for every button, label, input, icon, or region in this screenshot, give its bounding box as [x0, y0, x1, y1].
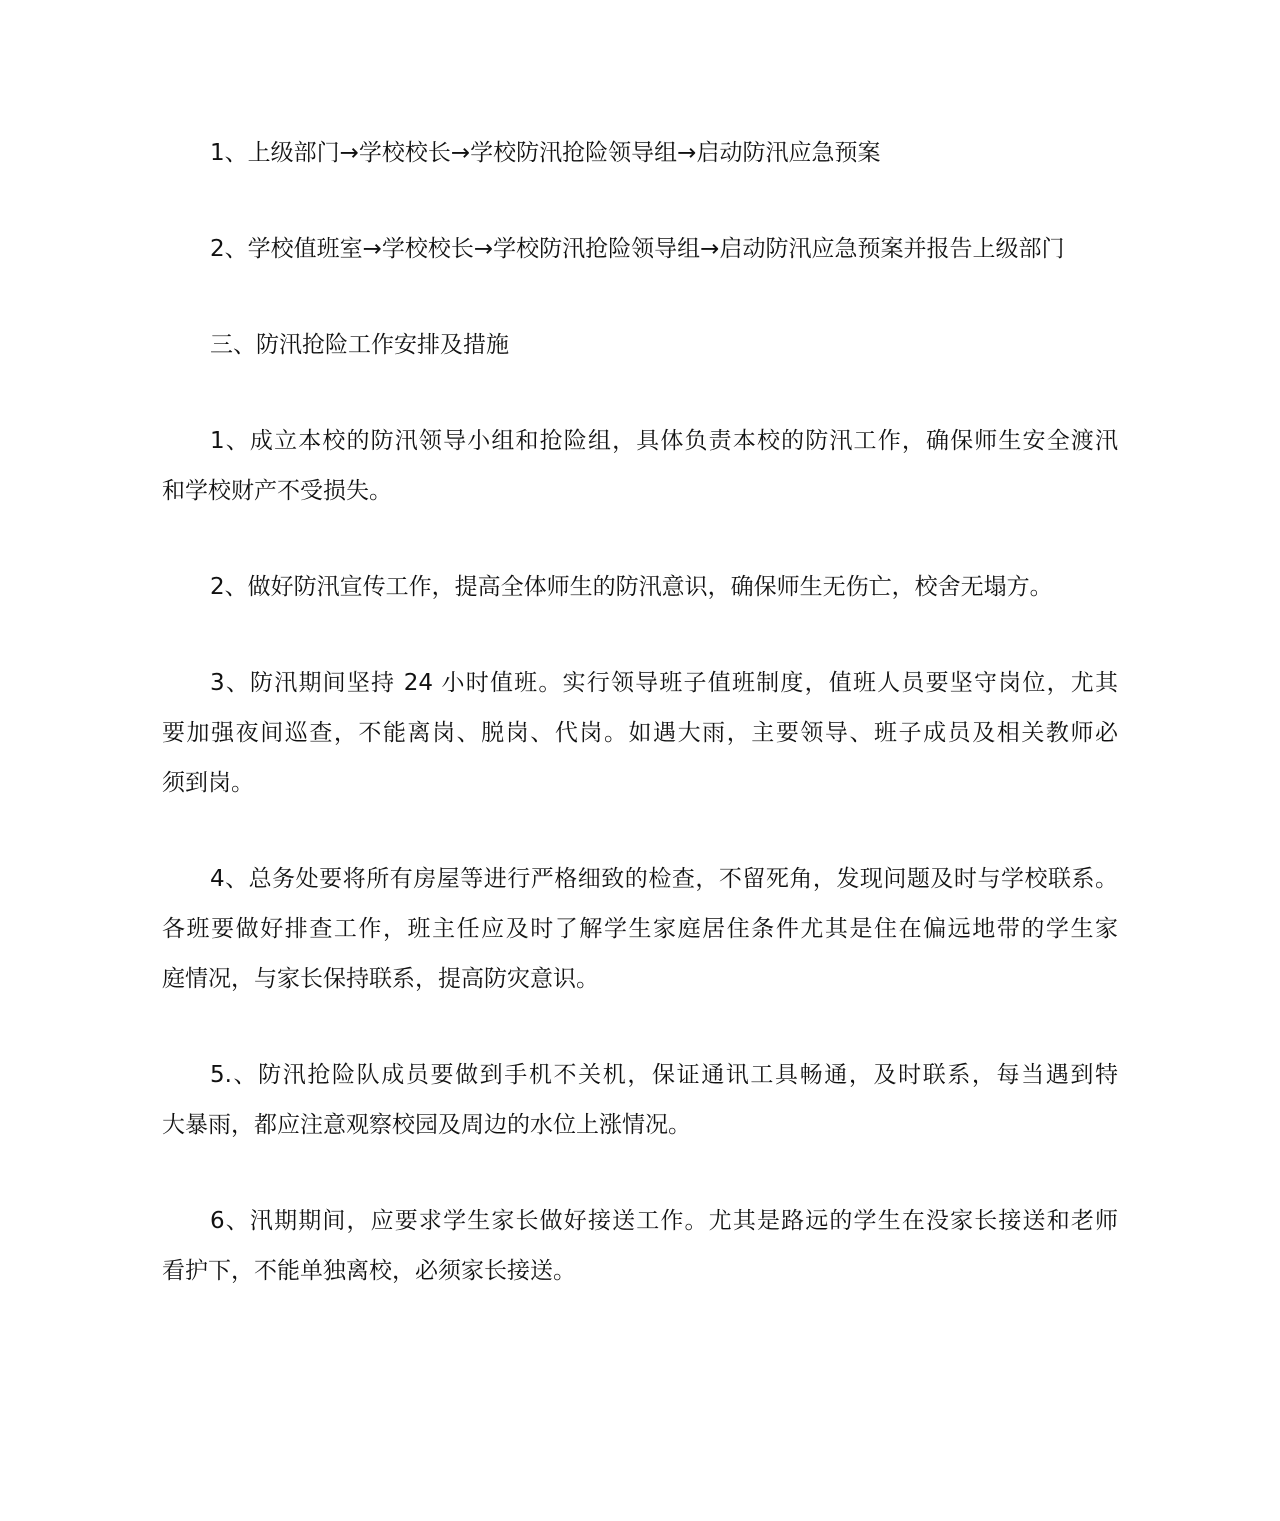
section-heading — [162, 320, 1118, 370]
text-line: 庭情况，与家长保持联系，提高防灾意识。 — [162, 966, 599, 992]
paragraph-measure-1 — [162, 416, 1118, 516]
text-line: 看护下，不能单独离校，必须家长接送。 — [162, 1258, 576, 1284]
text-line: 大暴雨，都应注意观察校园及周边的水位上涨情况。 — [162, 1112, 691, 1138]
text-line: 2、学校值班室→学校校长→学校防汛抢险领导组→启动防汛应急预案并报告上级部门 — [210, 236, 1065, 262]
document-page — [162, 128, 1118, 1342]
text-line: 4、总务处要将所有房屋等进行严格细致的检查，不留死角，发现问题及时与学校联系。 — [210, 866, 1118, 892]
text-line: 2、做好防汛宣传工作，提高全体师生的防汛意识，确保师生无伤亡，校舍无塌方。 — [210, 574, 1053, 600]
paragraph-measure-6 — [162, 1196, 1118, 1296]
text-line: 各班要做好排查工作，班主任应及时了解学生家庭居住条件尤其是住在偏远地带的学生家 — [162, 916, 1118, 942]
paragraph-report-flow-1 — [162, 128, 1118, 178]
text-line: 3、防汛期间坚持 24 小时值班。实行领导班子值班制度，值班人员要坚守岗位，尤其 — [210, 670, 1118, 696]
text-line: 1、成立本校的防汛领导小组和抢险组，具体负责本校的防汛工作，确保师生安全渡汛 — [210, 428, 1118, 454]
paragraph-measure-3 — [162, 658, 1118, 808]
text-line: 要加强夜间巡查，不能离岗、脱岗、代岗。如遇大雨，主要领导、班子成员及相关教师必 — [162, 720, 1118, 746]
text-line: 6、汛期期间，应要求学生家长做好接送工作。尤其是路远的学生在没家长接送和老师 — [210, 1208, 1118, 1234]
paragraph-measure-4 — [162, 854, 1118, 1004]
paragraph-measure-5 — [162, 1050, 1118, 1150]
text-line: 须到岗。 — [162, 770, 254, 796]
text-line: 1、上级部门→学校校长→学校防汛抢险领导组→启动防汛应急预案 — [210, 140, 881, 166]
text-line: 5.、防汛抢险队成员要做到手机不关机，保证通讯工具畅通，及时联系，每当遇到特 — [210, 1062, 1118, 1088]
paragraph-report-flow-2 — [162, 224, 1118, 274]
paragraph-measure-2 — [162, 562, 1118, 612]
heading-line: 三、防汛抢险工作安排及措施 — [210, 332, 509, 358]
text-line: 和学校财产不受损失。 — [162, 478, 392, 504]
